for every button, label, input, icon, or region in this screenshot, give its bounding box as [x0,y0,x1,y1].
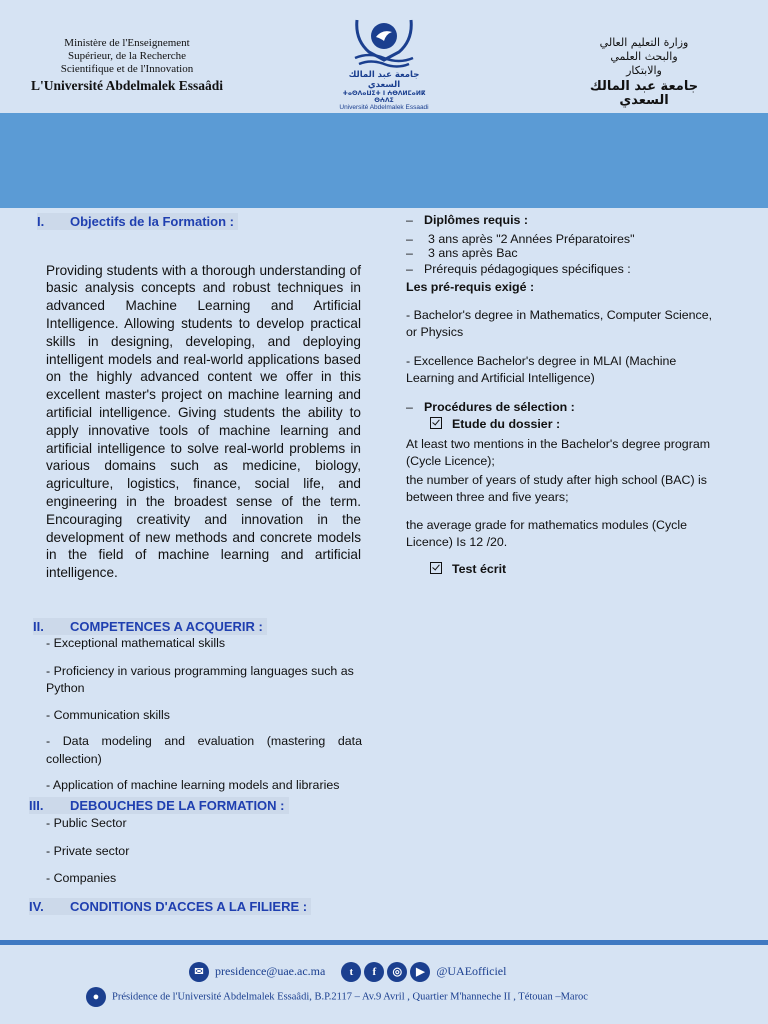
section-title-debouches [29,797,289,814]
footer-contacts [189,962,506,982]
list-item: - Public Sector [46,816,127,830]
youtube-icon[interactable]: ▶ [410,962,430,982]
checkbox-checked-icon [430,562,442,574]
section-label: DEBOUCHES DE LA FORMATION : [70,798,285,813]
section-label: COMPETENCES A ACQUERIR : [70,619,263,634]
logo-text-tifinagh: ⵜⴰⵙⴷⴰⵡⵉⵜ ⵏ ⵄⴱⴷⵍⵎⴰⵍⴽ ⵙⵄⴷⵉ [342,90,426,104]
list-item: - Exceptional mathematical skills [46,636,226,650]
instagram-icon[interactable]: ◎ [387,962,407,982]
ministry-line-2: Supérieur, de la Recherche [67,50,187,62]
section-label: CONDITIONS D'ACCES A LA FILIERE : [70,899,308,914]
diplomes-heading: – Diplômes requis : [406,213,528,227]
page-footer [0,945,768,1024]
section-number: IV. [29,899,44,914]
objectives-paragraph: Providing students with a thorough understanding of basic analysis concepts and robust techniques in advanced Machine Learning and Artificial Intelligence. Allowing students to develop practical skills in designing, developing, and deploying intelligent models and real-world applications based on the highly advanced content we offer in this excellent master's project on machine learning and artificial intelligence. Giving students the ability to apply innovative tools of machine learning and artificial intelligence to solve real-world problems in various domains such as medicine, biology, agriculture, logistics, finance, social life, and engineering in the broadest sense of the term. Encouraging creativity and innovation in the development of new methods and concrete models in the field of machine learning and artificial intelligence. [46,262,361,581]
twitter-icon[interactable]: t [341,962,361,982]
university-logo [334,16,434,111]
criterion-item: At least two mentions in the Bachelor's degree program (Cycle Licence); [406,436,711,468]
ministry-block-ar [564,36,724,108]
footer-email[interactable]: presidence@uae.ac.ma [215,963,326,978]
diplome-item-2: – 3 ans après Bac [406,246,518,260]
ministry-line-1: Ministère de l'Enseignement [64,37,190,49]
list-item: - Companies [46,871,117,885]
footer-address-row [86,987,588,1007]
prerequis-exige-label: Les pré-requis exigé : [406,280,535,294]
section-number: II. [33,619,44,634]
test-ecrit-item: Test écrit [430,561,726,579]
ministry-block-fr [22,37,232,92]
section-title-conditions [29,898,311,915]
criterion-item: the number of years of study after high school (BAC) is between three and five years; [406,472,707,504]
facebook-icon[interactable]: f [364,962,384,982]
requirement-item: - Excellence Bachelor's degree in MLAI (Machine Learning and Artificial Intelligence) [406,353,677,385]
prerequis-heading: – Prérequis pédagogiques spécifiques : [406,261,631,276]
admission-requirements [406,212,726,578]
criterion-item: the average grade for mathematics modules (Cycle Licence) Is 12 /20. [406,517,687,549]
section-title-objectifs [37,213,238,230]
etude-dossier-item: Etude du dossier : [430,416,726,434]
section-label: Objectifs de la Formation : [70,214,234,229]
location-pin-icon: ● [86,987,106,1007]
list-item: - Proficiency in various programming languages such as Python [46,663,354,695]
footer-address: Présidence de l'Université Abdelmalek Essaâdi, B.P.2117 – Av.9 Avril , Quartier M'hanneche II , Tétouan –Maroc [112,991,588,1003]
page-header [0,0,768,113]
competences-list [46,635,362,795]
debouches-list [46,815,346,888]
section-number: I. [37,214,45,229]
footer-social-handle: @UAEofficiel [436,963,507,978]
ministry-ar-line-2: والبحث العلمي [610,50,678,63]
list-item: - Data modeling and evaluation (mastering data collection) [46,734,362,766]
section-title-competences [33,618,267,635]
email-icon: ✉ [189,962,209,982]
requirement-item: - Bachelor's degree in Mathematics, Computer Science, or Physics [406,307,713,339]
university-name-fr: L'Université Abdelmalek Essaâdi [30,78,224,93]
checkbox-checked-icon [430,417,442,429]
logo-text-fr: Université Abdelmalek Essaadi [339,104,429,111]
list-item: - Communication skills [46,707,170,722]
ministry-ar-line-3: والابتكار [626,64,662,77]
accent-band [0,113,768,208]
section-number: III. [29,798,44,813]
logo-emblem-icon [349,16,419,70]
university-name-ar: جامعة عبد المالك السعدي [589,79,699,108]
ministry-line-3: Scientifique et de l'Innovation [60,63,194,75]
logo-text-ar: جامعة عبد المالك السعدي [348,70,420,90]
list-item: - Application of machine learning models and libraries [46,778,340,792]
diplome-item-1: – 3 ans après "2 Années Préparatoires" [406,231,635,246]
procedures-heading: – Procédures de sélection : [406,399,575,414]
list-item: - Private sector [46,843,130,858]
ministry-ar-line-1: وزارة التعليم العالي [599,36,689,49]
